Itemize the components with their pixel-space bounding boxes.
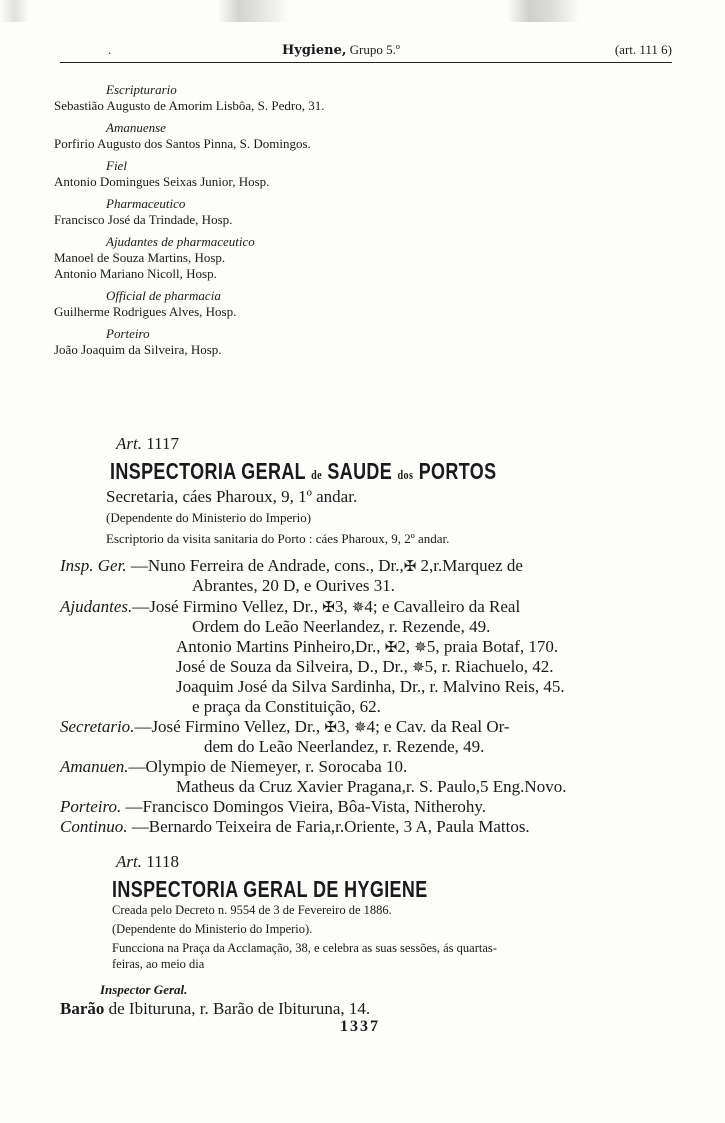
order-icon: ✵ [351, 600, 365, 616]
staff-role: Amanuense [106, 120, 166, 135]
cross-icon: ✠ [322, 600, 335, 616]
continuo-row [60, 817, 530, 837]
header-mark: . [108, 42, 112, 57]
staff-role: Official de pharmacia [106, 288, 221, 303]
staff-role: Porteiro [106, 326, 150, 341]
ajudantes-line-5: Joaquim José da Silva Sardinha, Dr., r. Malvino Reis, 45. [176, 677, 565, 696]
article-label: Art. 1117 [116, 434, 179, 453]
amanuense-label: Amanuen. [60, 757, 129, 776]
secretario-label: Secretario. [60, 717, 135, 736]
staff-entry [54, 234, 474, 282]
secretario-line-2: dem do Leão Neerlandez, r. Rezende, 49. [204, 737, 485, 756]
cross-icon: ✠ [403, 559, 417, 575]
staff-entry [54, 120, 474, 152]
ajudantes-text-2: 4; e Cavalleiro da Real [364, 597, 521, 616]
staff-name: Antonio Domingues Seixas Junior, Hosp. [54, 174, 270, 189]
order-icon: ✵ [412, 660, 425, 676]
ajudante-address: 5, r. Riachuelo, 42. [424, 657, 554, 676]
secretaria-address: Secretaria, cáes Pharoux, 9, 1º andar. [106, 487, 358, 506]
cross-icon: ✠ [324, 720, 337, 736]
article-title: INSPECTORIA GERAL de SAUDE dos PORTOS [110, 458, 497, 484]
ajudantes-line-6: e praça da Constituição, 62. [192, 697, 381, 716]
ajudantes-text: —José Firmino Vellez, Dr., [132, 597, 318, 616]
cross-icon: ✠ [384, 640, 398, 656]
staff-name: Guilherme Rodrigues Alves, Hosp. [54, 304, 237, 319]
ajudante-name: José de Souza da Silveira, D., Dr., [176, 657, 408, 676]
porteiro-label: Porteiro. [60, 797, 122, 816]
staff-name: Porfirio Augusto dos Santos Pinna, S. Domingos. [54, 136, 311, 151]
ajudantes-grade: 3, [334, 597, 348, 616]
ajudante-name: Antonio Martins Pinheiro,Dr., [176, 637, 381, 656]
continuo-label: Continuo. [60, 817, 128, 836]
staff-list [54, 82, 474, 361]
insp-ger-text: —Nuno Ferreira de Andrade, cons., Dr., [130, 556, 404, 575]
secretario-text-2: 4; e Cav. da Real Or- [366, 717, 510, 736]
staff-role: Pharmaceutico [106, 196, 186, 211]
article-label: Art. 1118 [116, 852, 179, 871]
insp-ger-text-2: 2,r.Marquez de [420, 556, 523, 575]
ajudantes-line-4 [176, 657, 554, 677]
amanuense-line-2: Matheus da Cruz Xavier Pragana,r. S. Paulo,5 Eng.Novo. [176, 777, 567, 796]
secretario-row [60, 717, 510, 737]
secretario-text: —José Firmino Vellez, Dr., [134, 717, 321, 736]
escriptorio-address: Escriptorio da visita sanitaria do Porto : cáes Pharoux, 9, 2º andar. [106, 531, 450, 546]
ajudantes-line-2: Ordem do Leão Neerlandez, r. Rezende, 49. [192, 617, 491, 636]
ajudante-grade: 2, [397, 637, 411, 656]
insp-ger-label: Insp. Ger. [60, 556, 127, 575]
scan-noise [0, 0, 725, 22]
staff-role: Ajudantes de pharmaceutico [106, 234, 255, 249]
header-ref: (art. 111 6) [614, 42, 672, 57]
staff-entry [54, 196, 474, 228]
dependente-note: (Dependente do Ministerio do Imperio) [106, 510, 312, 525]
ajudante-address: 5, praia Botaf, 170. [426, 637, 559, 656]
page-number: 1337 [340, 1018, 380, 1035]
inspector-address: de Ibituruna, r. Barão de Ibituruna, 14. [108, 999, 371, 1018]
porteiro-text: —Francisco Domingos Vieira, Bôa-Vista, Nitherohy. [125, 797, 487, 816]
header-rule [60, 62, 672, 63]
staff-entry [54, 82, 474, 114]
staff-name: Sebastião Augusto de Amorim Lisbôa, S. Pedro, 31. [54, 98, 325, 113]
staff-role: Fiel [106, 158, 127, 173]
continuo-text: —Bernardo Teixeira de Faria,r.Oriente, 3 A, Paula Mattos. [131, 817, 530, 836]
ajudantes-line-3 [176, 637, 558, 657]
staff-entry [54, 158, 474, 190]
order-icon: ✵ [354, 720, 367, 736]
porteiro-row [60, 797, 486, 817]
staff-name: Antonio Mariano Nicoll, Hosp. [54, 266, 217, 281]
insp-ger-line-2: Abrantes, 20 D, e Ourives 31. [192, 576, 396, 595]
header-title: Hygiene, Grupo 5.º [282, 42, 400, 58]
insp-ger-row [60, 556, 523, 576]
staff-entry [54, 288, 474, 320]
staff-name: Francisco José da Trindade, Hosp. [54, 212, 233, 227]
inspector-title: Barão [60, 999, 105, 1018]
inspector-name-row [60, 999, 370, 1019]
inspector-role: Inspector Geral. [100, 982, 188, 997]
amanuense-row [60, 757, 407, 777]
ajudantes-row [60, 597, 520, 617]
amanuense-text: —Olympio de Niemeyer, r. Sorocaba 10. [128, 757, 408, 776]
funcciona-line-2: feiras, ao meio dia [112, 957, 205, 971]
staff-name: Manoel de Souza Martins, Hosp. [54, 250, 226, 265]
ajudantes-label: Ajudantes. [60, 597, 133, 616]
funcciona-line-1: Funcciona na Praça da Acclamação, 38, e celebra as suas sessões, ás quartas- [112, 941, 497, 955]
article-title: INSPECTORIA GERAL DE HYGIENE [112, 876, 428, 902]
secretario-grade: 3, [337, 717, 350, 736]
order-icon: ✵ [414, 640, 427, 656]
staff-role: Escripturario [106, 82, 177, 97]
creada-note: Creada pelo Decreto n. 9554 de 3 de Fevereiro de 1886. [112, 903, 392, 917]
staff-entry [54, 326, 474, 358]
page-header [60, 40, 672, 62]
dependente-note: (Dependente do Ministerio do Imperio). [112, 922, 313, 936]
staff-name: João Joaquim da Silveira, Hosp. [54, 342, 222, 357]
